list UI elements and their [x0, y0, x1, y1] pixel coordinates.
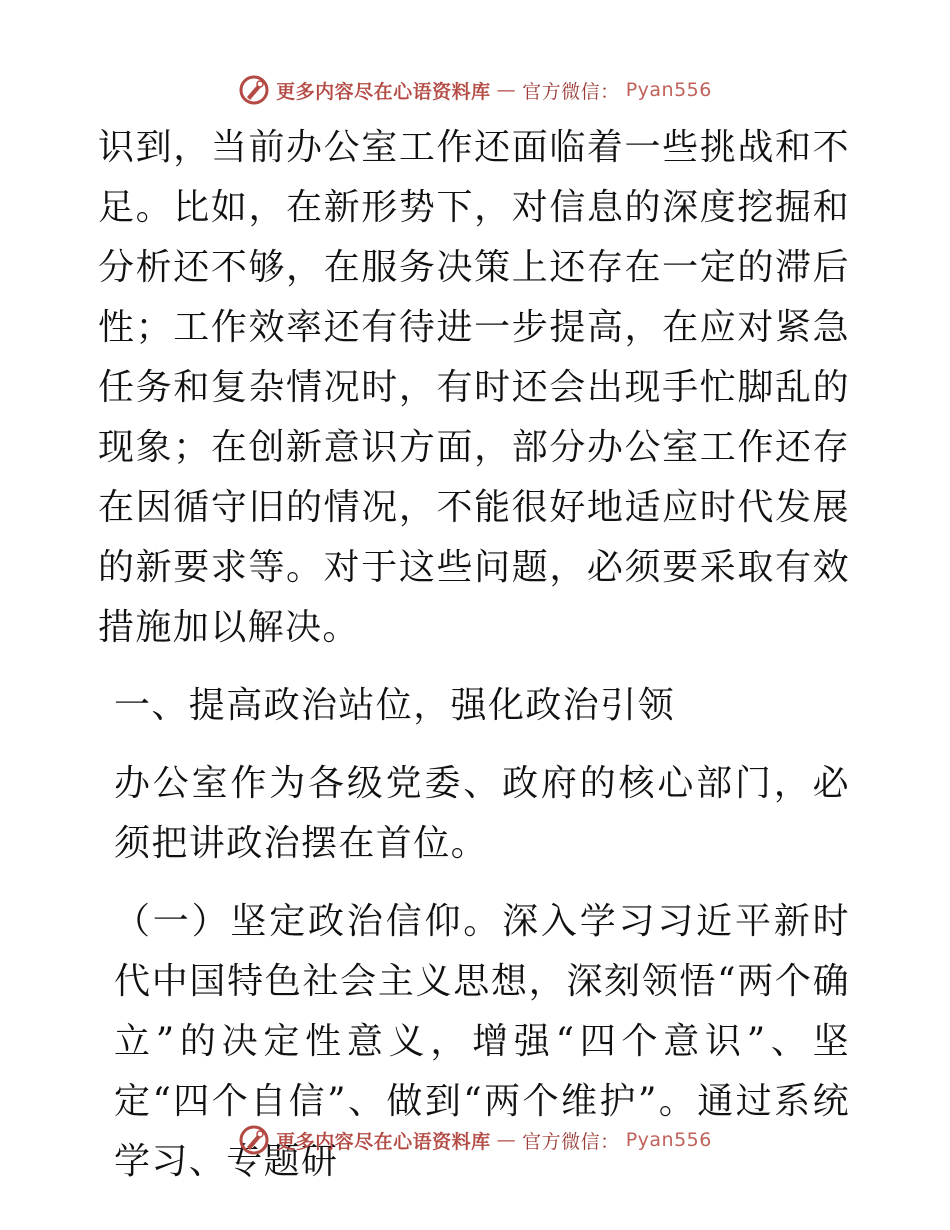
pen-logo-icon	[238, 74, 270, 106]
watermark-main-text: 更多内容尽在心语资料库	[276, 1130, 491, 1153]
watermark-official-label: 官方微信：	[522, 80, 620, 103]
body-paragraph-3: （一）坚定政治信仰。深入学习习近平新时代中国特色社会主义思想，深刻领悟“两个确立”的决定性意义，增强“四个意识”、坚定“四个自信”、做到“两个维护”。通过系统学习、专题研	[114, 901, 850, 1182]
header-watermark	[0, 70, 950, 110]
watermark-dash: —	[496, 1129, 517, 1151]
watermark-official-label: 官方微信：	[522, 1130, 620, 1153]
watermark-wechat-id: Pyan556	[625, 79, 712, 101]
body-paragraph-2: 办公室作为各级党委、政府的核心部门，必须把讲政治摆在首位。	[114, 763, 850, 864]
pen-logo-icon	[238, 1124, 270, 1156]
footer-watermark	[0, 1120, 950, 1160]
watermark-wechat-id: Pyan556	[625, 1129, 712, 1151]
body-paragraph-1: 识到，当前办公室工作还面临着一些挑战和不足。比如，在新形势下，对信息的深度挖掘和分析还不够，在服务决策上还存在一定的滞后性；工作效率还有待进一步提高，在应对紧急任务和复杂情况时，有时还会出现手忙脚乱的现象；在创新意识方面，部分办公室工作还存在因循守旧的情况，不能很好地适应时代发展的新要求等。对于这些问题，必须要采取有效措施加以解决。	[98, 127, 850, 648]
watermark-dash: —	[496, 79, 517, 101]
section-heading: 一、提高政治站位，强化政治引领	[114, 685, 676, 726]
document-body	[98, 118, 850, 1192]
watermark-main-text: 更多内容尽在心语资料库	[276, 80, 491, 103]
